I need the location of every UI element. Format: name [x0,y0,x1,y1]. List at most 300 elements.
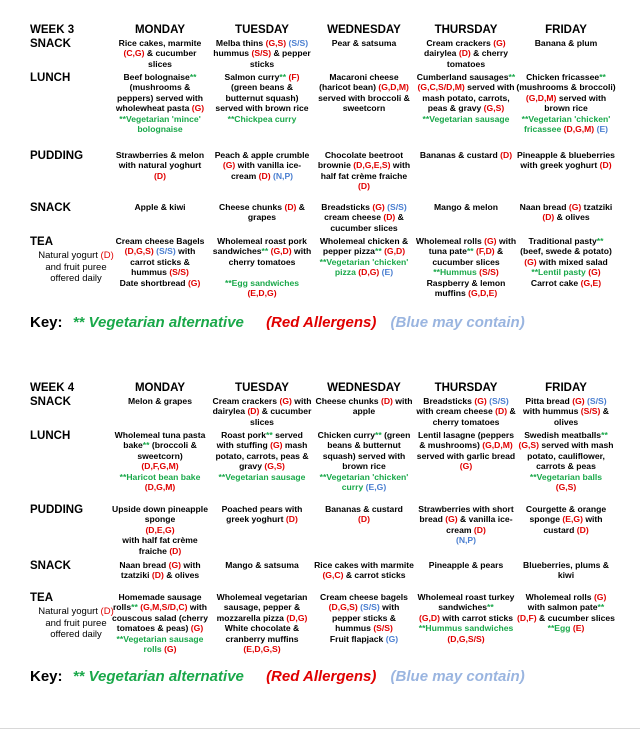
dish-text: with half fat crème fraiche [122,535,198,556]
dish-text: & vanilla ice-cream [446,514,513,535]
allergen-text: (D) [458,48,471,59]
dish-text: Beef bolognaise [123,72,190,82]
menu-cell [314,202,414,233]
menu-cell [414,202,518,212]
may-contain-text: (S/S) [489,396,509,406]
allergen-text: (D) [576,524,589,535]
daily-note-text: Natural yogurt [38,250,101,261]
dish-text: Breadsticks [423,396,475,406]
allergen-text: (S/S) [580,406,601,417]
allergen-text: (S/S) [169,267,189,278]
dish-text: Breadsticks [321,202,373,212]
menu-cell [112,202,208,212]
dish-text: Poached pears with greek yoghurt [221,504,303,525]
dish-text: Swedish meatballs [524,430,602,440]
dish-text: Cream cheese Bagels [115,236,205,246]
menu-cell [314,504,414,525]
meal-row-snack-afternoon [0,560,640,592]
daily-note-text: and fruit puree offered daily [45,261,107,284]
vegetarian-text: ** [189,72,197,82]
allergen-text: (D,G,M) [563,124,595,135]
meal-row-lunch [0,430,640,504]
dish-text: with salmon pate [527,602,598,613]
dish-text: Strawberries & melon with natural yoghurt [115,150,205,171]
dish-text: & olives [553,406,609,427]
allergen-text: (G) [588,267,601,278]
dish-text: Cheese chunks [315,396,381,406]
meal-label: PUDDING [30,150,84,162]
menu-cell [414,150,518,160]
meal-row-tea [0,236,640,318]
dish-text: Pear & satsuma [331,38,397,48]
dish-text: Pineapple & pears [428,560,504,570]
meal-label: LUNCH [30,430,71,442]
divider [0,728,640,729]
key-label: Key: [30,314,63,331]
dish-text: Courgette & orange sponge [525,504,607,525]
dish-text: Salmon curry [224,72,280,82]
key-legend [30,314,630,331]
allergen-text: (D) [542,212,555,223]
daily-note-text: and fruit puree offered daily [45,617,107,640]
dish-text: served with brown rice [544,92,607,114]
allergen-text: (G) [572,396,585,406]
dish-text: Wholemeal roast turkey sandwiches [417,592,515,613]
allergen-text: (S/S) [373,623,393,634]
day-header-monday: MONDAY [134,24,186,36]
dish-text: Cream crackers [212,396,280,406]
dish-text: Melon & grapes [128,396,192,406]
allergen-text: (E,D,G,S) [243,644,281,655]
allergen-text: (D,G,E,S) [353,160,391,171]
day-header-tuesday: TUESDAY [235,382,289,394]
menu-cell [112,592,208,654]
allergen-text: (G) [524,256,537,267]
meal-label: SNACK [30,560,71,572]
menu-cell [212,202,312,223]
vegetarian-text: ** [487,602,494,613]
menu-cell [112,560,208,581]
allergen-text: (D,G,S) [328,602,358,613]
vegetarian-text: ** [597,602,605,613]
vegetarian-text: **Vegetarian balls [529,471,603,482]
vegetarian-text: ** [599,72,606,82]
allergen-text: (G,S) [265,38,287,48]
menu-cell [516,430,616,492]
menu-cell [314,396,414,417]
vegetarian-text: ** [466,246,474,257]
dish-text: with carrot sticks [439,612,514,623]
menu-cell [314,430,414,492]
allergen-text: (G) [168,560,182,570]
meal-row-pudding [0,504,640,560]
dish-text: (green beans & butternut squash) served with brown rice [322,430,411,472]
meal-row-tea [0,592,640,672]
meal-label: SNACK [30,38,71,50]
dish-text: hummus [213,48,252,59]
menu-cell [212,592,312,654]
menu-cell [516,38,616,48]
dish-text: Cumberland sausages [416,72,509,82]
vegetarian-text: **Vegetarian 'chicken' curry [319,471,409,493]
dish-text: Cream cheese bagels [320,592,408,602]
allergen-text: (G) [372,202,385,212]
allergen-text: (G) [187,277,201,288]
key-red-allergens: (Red Allergens) [266,314,377,331]
allergen-text: (G,C,S/D,M) [417,82,465,93]
menu-cell [414,592,518,644]
meal-label: SNACK [30,202,71,214]
menu-cell [112,430,208,492]
vegetarian-text: **Hummus [433,267,480,278]
allergen-text: (G,E) [580,277,602,288]
dish-text: White chocolate & cranberry muffins [224,623,300,644]
allergen-text: (G,C) [322,570,344,581]
allergen-text: (D,G,S) [124,246,154,257]
menu-cell [414,72,518,124]
menu-cell [314,150,414,192]
menu-cell [112,150,208,181]
allergen-text: (G,S) [555,482,577,493]
meal-label: SNACK [30,396,71,408]
meal-label: PUDDING [30,504,84,516]
vegetarian-text: **Vegetarian 'chicken' pizza [319,256,409,278]
dish-text: Upside down pineapple sponge [112,504,208,525]
menu-cell [516,150,616,171]
meal-label: TEA [30,236,53,248]
allergen-text: (G) [593,592,607,602]
dish-text: cream cheese [324,212,384,223]
dish-text: Pineapple & blueberries with greek yoghurt [517,150,615,171]
allergen-text: (G,S) [483,103,505,114]
dish-text: served with mash potato, cauliflower, carrots & peas [527,440,614,472]
menu-cell [212,430,312,482]
allergen-text: (D,F,G,M) [141,461,179,472]
key-blue-may-contain: (Blue may contain) [390,314,525,331]
menu-cell [212,150,312,181]
vegetarian-text: **Hummus sandwiches [418,623,514,634]
menu-cell [516,72,616,134]
menu-cell [212,504,312,525]
meal-row-snack-afternoon [0,202,640,236]
allergen-text: (D) [599,160,612,171]
dish-text: Lentil lasagne (peppers & mushrooms) [418,430,514,451]
dish-text: Cheese chunks [219,202,285,212]
key-blue-may-contain: (Blue may contain) [390,668,525,685]
allergen-text: (F) [288,72,300,82]
week-title: WEEK 4 [30,382,75,394]
dish-text: Carrot cake [530,277,581,288]
allergen-text: (G) [222,160,236,171]
dish-text: & grapes [247,202,305,223]
may-contain-text: (S/S) [387,202,407,212]
dish-text: Chicken curry [317,430,375,440]
menu-cell [212,396,312,427]
dish-text: (mushrooms & peppers) served with wholewheat pasta [115,82,203,114]
dish-text: dairylea [423,48,459,59]
vegetarian-text: ** [508,72,516,82]
allergen-text: (G) [190,623,204,634]
key-label: Key: [30,668,63,685]
day-header-friday: FRIDAY [545,24,587,36]
meal-row-pudding [0,150,640,202]
menu-cell [112,504,208,556]
dish-text: with tzatziki [120,560,201,581]
day-header-tuesday: TUESDAY [235,24,289,36]
menu-cell [112,396,208,406]
dish-text: Peach & apple crumble [214,150,310,160]
allergen-text: (D,G,M) [144,482,176,493]
dish-text: with couscous salad (cherry tomatoes & peas) [112,602,209,634]
dish-text: Naan bread [119,560,169,570]
allergen-text: (G,S) [518,440,539,451]
menu-cell [314,560,414,581]
vegetarian-text: **Vegetarian sausage [218,471,306,482]
may-contain-text: (N,P) [272,170,294,181]
menu-cell [414,504,518,546]
may-contain-text: (G) [385,633,399,644]
allergen-text: (G) [474,396,487,406]
dish-text: & cucumber slices [330,212,404,233]
may-contain-text: (E) [381,267,394,278]
vegetarian-text: **Egg sandwiches [224,277,300,288]
allergen-text: (D,G) [286,612,308,623]
dish-text: mash potato, carrots, peas & gravy [215,440,309,472]
vegetarian-text: **Haricot bean bake [119,471,201,482]
allergen-text: (G,M,S/D,C) [140,602,188,613]
vegetarian-text: **Chickpea curry [227,113,297,124]
menu-cell [212,236,312,298]
dish-text: & cucumber slices [432,246,504,267]
may-contain-text: (S/S) [587,396,607,406]
menu-cell [516,560,616,581]
dish-text: & olives [554,212,590,223]
vegetarian-text: ** [374,430,382,440]
day-header-thursday: THURSDAY [434,382,498,394]
allergen-text: (D) [247,406,260,417]
allergen-text: (D) [258,170,271,181]
menu-cell [112,38,208,69]
allergen-text: (D) [500,150,513,160]
vegetarian-text: ** [601,430,608,440]
dish-text: with tuna pate [428,236,517,257]
meal-row-snack-morning [0,396,640,430]
dish-text: with cherry tomatoes [228,246,312,267]
allergen-text: (G,D,M) [482,440,513,451]
allergen-text: (D) [154,170,166,181]
dish-text: with mixed salad [536,256,608,267]
allergen-text: (G,D,E) [468,288,498,299]
dish-text: Chocolate beetroot brownie [317,150,404,171]
allergen-text: (D,G,S/S) [447,633,485,644]
dish-text: Blueberries, plums & kiwi [523,560,609,581]
dish-text: Homemade sausage rolls [112,592,202,613]
dish-text: & olives [163,570,200,581]
day-header-wednesday: WEDNESDAY [327,382,401,394]
dish-text: served with mash potato, carrots, peas & gravy [422,82,515,114]
menu-cell [314,592,414,644]
dish-text: Wholemeal vegetarian sausage, pepper & mozzarella pizza [216,592,308,623]
dish-text: with pepper sticks & hummus [332,602,400,634]
dish-text: (green beans & butternut squash) served with brown rice [215,82,309,114]
dish-text: & cherry tomatoes [432,406,516,427]
dish-text: with vanilla ice-cream [230,160,302,181]
dish-text: Mango & satsuma [225,560,299,570]
week-3-menu [0,24,640,318]
allergen-text: (G) [191,103,205,114]
dish-text: & cherry tomatoes [446,48,509,69]
allergen-text: (G,D,M) [525,92,557,103]
allergen-text: (G) [484,236,497,246]
allergen-text: (G) [459,461,473,472]
daily-note [30,606,122,641]
dish-text: Pitta bread [525,396,573,406]
allergen-text: (G) [279,396,292,406]
dish-text: served with broccoli & sweetcorn [318,92,410,114]
vegetarian-text: ** [142,440,150,451]
allergen-text: (G,D,M) [378,82,409,93]
allergen-text: (G,D) [384,246,406,257]
daily-note-allergen: (D) [100,250,114,261]
vegetarian-text: **Vegetarian 'chicken' fricassee [521,113,611,135]
dish-text: with carrot sticks & hummus [130,246,196,278]
allergen-text: (D) [285,514,298,525]
dish-text: Wholemeal chicken & pepper pizza [319,236,409,257]
may-contain-text: (S/S) [156,246,176,257]
meal-row-lunch [0,72,640,150]
dish-text: & cucumber slices [250,406,312,427]
allergen-text: (G) [568,202,582,212]
allergen-text: (E) [572,623,585,634]
dish-text: Strawberries with short bread [418,504,514,525]
dish-text: Banana & plum [534,38,598,48]
day-header-friday: FRIDAY [545,382,587,394]
allergen-text: (E,G) [562,514,583,525]
dish-text: with cream cheese [416,406,496,417]
menu-cell [414,396,518,427]
dish-text: Bananas & custard [419,150,501,160]
dish-text: Rice cakes, marmite [118,38,202,48]
vegetarian-text: ** [596,236,604,246]
menu-cell [414,560,518,570]
dish-text: with half fat crème fraiche [320,160,411,181]
vegetarian-text: **Vegetarian sausage rolls [116,633,204,655]
vegetarian-text: ** [374,246,382,257]
allergen-text: (D) [151,570,164,581]
dish-text: Naan bread [519,202,569,212]
dish-text: Apple & kiwi [134,202,186,212]
menu-cell [314,72,414,114]
dish-text: Traditional pasty [528,236,597,246]
dish-text: Melba thins [215,38,266,48]
menu-cell [516,396,616,427]
day-header-monday: MONDAY [134,382,186,394]
dish-text: served with stuffing [216,430,303,451]
daily-note-allergen: (D) [100,606,114,617]
allergen-text: (D) [358,514,370,525]
menu-cell [516,592,616,634]
allergen-text: (D) [358,181,370,192]
week-title: WEEK 3 [30,24,75,36]
allergen-text: (F,D) [476,246,495,257]
dish-text: & carrot sticks [343,570,406,581]
dish-text: Wholemeal tuna pasta bake [114,430,206,451]
week-header-row [0,382,640,396]
menu-cell [314,38,414,48]
menu-cell [516,236,616,288]
dish-text: with custard [543,514,603,535]
dish-text: (beef, swede & potato) [520,246,612,257]
allergen-text: (G) [270,440,283,451]
allergen-text: (D) [473,524,486,535]
allergen-text: (G,S) [264,461,285,472]
meal-label: TEA [30,592,53,604]
dish-text: (broccoli & sweetcorn) [137,440,197,461]
menu-cell [314,236,414,278]
may-contain-text: (S/S) [360,602,380,613]
dish-text: Fruit flapjack [329,633,386,644]
allergen-text: (E,D,G) [247,288,277,299]
vegetarian-text: **Egg [547,623,573,634]
dish-text: served with garlic bread [416,450,516,461]
allergen-text: (S/S) [479,267,499,278]
dish-text: Raspberry & lemon muffins [426,277,506,299]
meal-label: LUNCH [30,72,71,84]
menu-cell [414,38,518,69]
daily-note-text: Natural yogurt [38,606,101,617]
dish-text: Macaroni cheese (haricot bean) [319,72,399,93]
day-header-wednesday: WEDNESDAY [327,24,401,36]
dish-text: Mango & melon [434,202,498,212]
key-vegetarian: ** Vegetarian alternative [72,668,244,685]
may-contain-text: (S/S) [288,38,309,48]
dish-text: with hummus [523,406,581,417]
dish-text: & cucumber slices [536,612,615,623]
allergen-text: (D,E,G) [145,524,175,535]
dish-text: Cream crackers [426,38,494,48]
meal-row-snack-morning [0,38,640,72]
allergen-text: (S/S) [251,48,272,59]
allergen-text: (G,D) [270,246,292,257]
dish-text: tzatziki [581,202,613,212]
menu-cell [414,236,518,298]
dish-text: with dairylea [212,396,312,417]
menu-cell [516,202,616,223]
dish-text: (mushrooms & broccoli) [516,82,616,93]
menu-cell [112,236,208,288]
key-vegetarian: ** Vegetarian alternative [72,314,244,331]
key-red-allergens: (Red Allergens) [266,668,377,685]
allergen-text: (D,F) [517,612,537,623]
allergen-text: (D) [284,202,297,212]
daily-note [30,250,122,285]
menu-cell [212,72,312,124]
allergen-text: (D,G) [358,267,380,278]
dish-text: Wholemeal roast pork sandwiches [212,236,307,257]
day-header-thursday: THURSDAY [434,24,498,36]
dish-text: Date shortbread [119,277,188,288]
vegetarian-text: **Vegetarian 'mince' bolognaise [119,113,201,135]
allergen-text: (D) [383,212,396,223]
allergen-text: (D) [495,406,508,417]
allergen-text: (C,G) [123,48,145,59]
vegetarian-text: **Vegetarian sausage [422,113,510,124]
vegetarian-text: ** [261,246,269,257]
dish-text: with apple [352,396,413,417]
allergen-text: (G) [164,644,177,655]
allergen-text: (D) [169,545,182,556]
menu-cell [516,504,616,535]
